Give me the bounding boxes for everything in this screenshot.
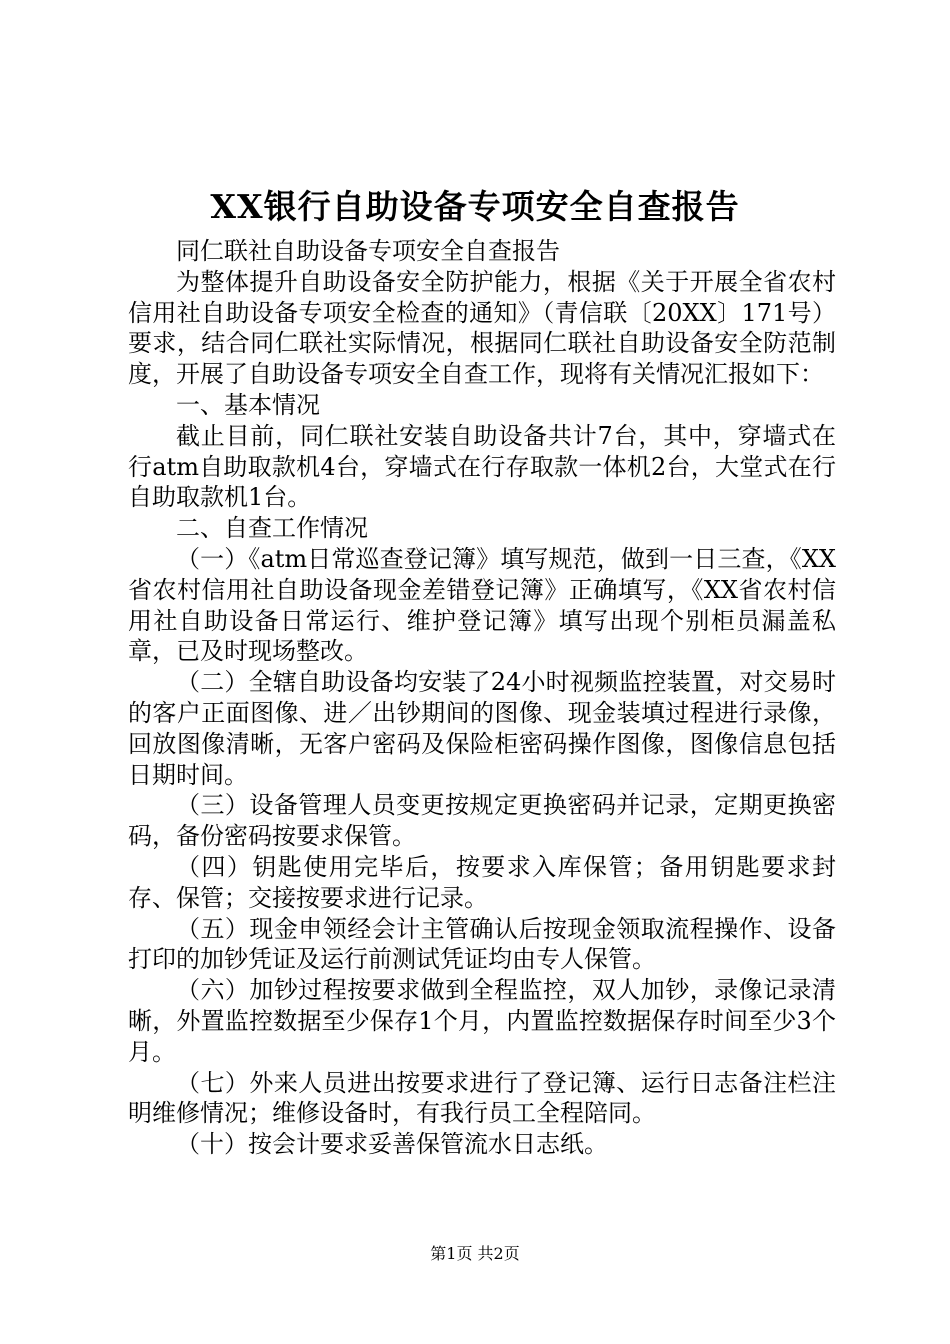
intro-paragraph: 为整体提升自助设备安全防护能力，根据《关于开展全省农村信用社自助设备专项安全检查的通知》（青信联〔20XX〕171号）要求，结合同仁联社实际情况，根据同仁联社自助设备安全防范制度，开展了自助设备专项安全自查工作，现将有关情况汇报如下： — [128, 267, 836, 389]
item-7-paragraph: （七）外来人员进出按要求进行了登记簿、运行日志备注栏注明维修情况；维修设备时，有我行员工全程陪同。 — [128, 1068, 836, 1128]
item-6-paragraph: （六）加钞过程按要求做到全程监控，双人加钞，录像记录清晰，外置监控数据至少保存1个月，内置监控数据保存时间至少3个月。 — [128, 976, 836, 1066]
section-heading-self-check: 二、自查工作情况 — [176, 514, 368, 543]
basic-info-paragraph: 截止目前，同仁联社安装自助设备共计7台，其中，穿墙式在行atm自助取款机4台，穿墙式在行存取款一体机2台，大堂式在行自助取款机1台。 — [128, 421, 836, 512]
page-number-footer: 第1页 共2页 — [430, 1244, 520, 1263]
document-title: XX银行自助设备专项安全自查报告 — [210, 187, 740, 226]
document-body — [128, 236, 836, 1160]
section-heading-basic: 一、基本情况 — [176, 390, 320, 419]
item-4-paragraph: （四）钥匙使用完毕后，按要求入库保管；备用钥匙要求封存、保管；交接按要求进行记录。 — [128, 852, 836, 912]
item-5-paragraph: （五）现金申领经会计主管确认后按现金领取流程操作、设备打印的加钞凭证及运行前测试凭证均由专人保管。 — [128, 914, 836, 974]
item-10-paragraph: （十）按会计要求妥善保管流水日志纸。 — [176, 1130, 608, 1159]
item-2-paragraph: （二）全辖自助设备均安装了24小时视频监控装置，对交易时的客户正面图像、进／出钞期间的图像、现金装填过程进行录像，回放图像清晰，无客户密码及保险柜密码操作图像，图像信息包括日期时间。 — [128, 668, 836, 789]
item-1-paragraph: （一）《atm日常巡查登记簿》填写规范，做到一日三查，《XX省农村信用社自助设备现金差错登记簿》正确填写，《XX省农村信用社自助设备日常运行、维护登记簿》填写出现个别柜员漏盖私章，已及时现场整改。 — [128, 544, 836, 666]
item-3-paragraph: （三）设备管理人员变更按规定更换密码并记录，定期更换密码，备份密码按要求保管。 — [128, 791, 836, 851]
subtitle-paragraph: 同仁联社自助设备专项安全自查报告 — [176, 237, 560, 265]
